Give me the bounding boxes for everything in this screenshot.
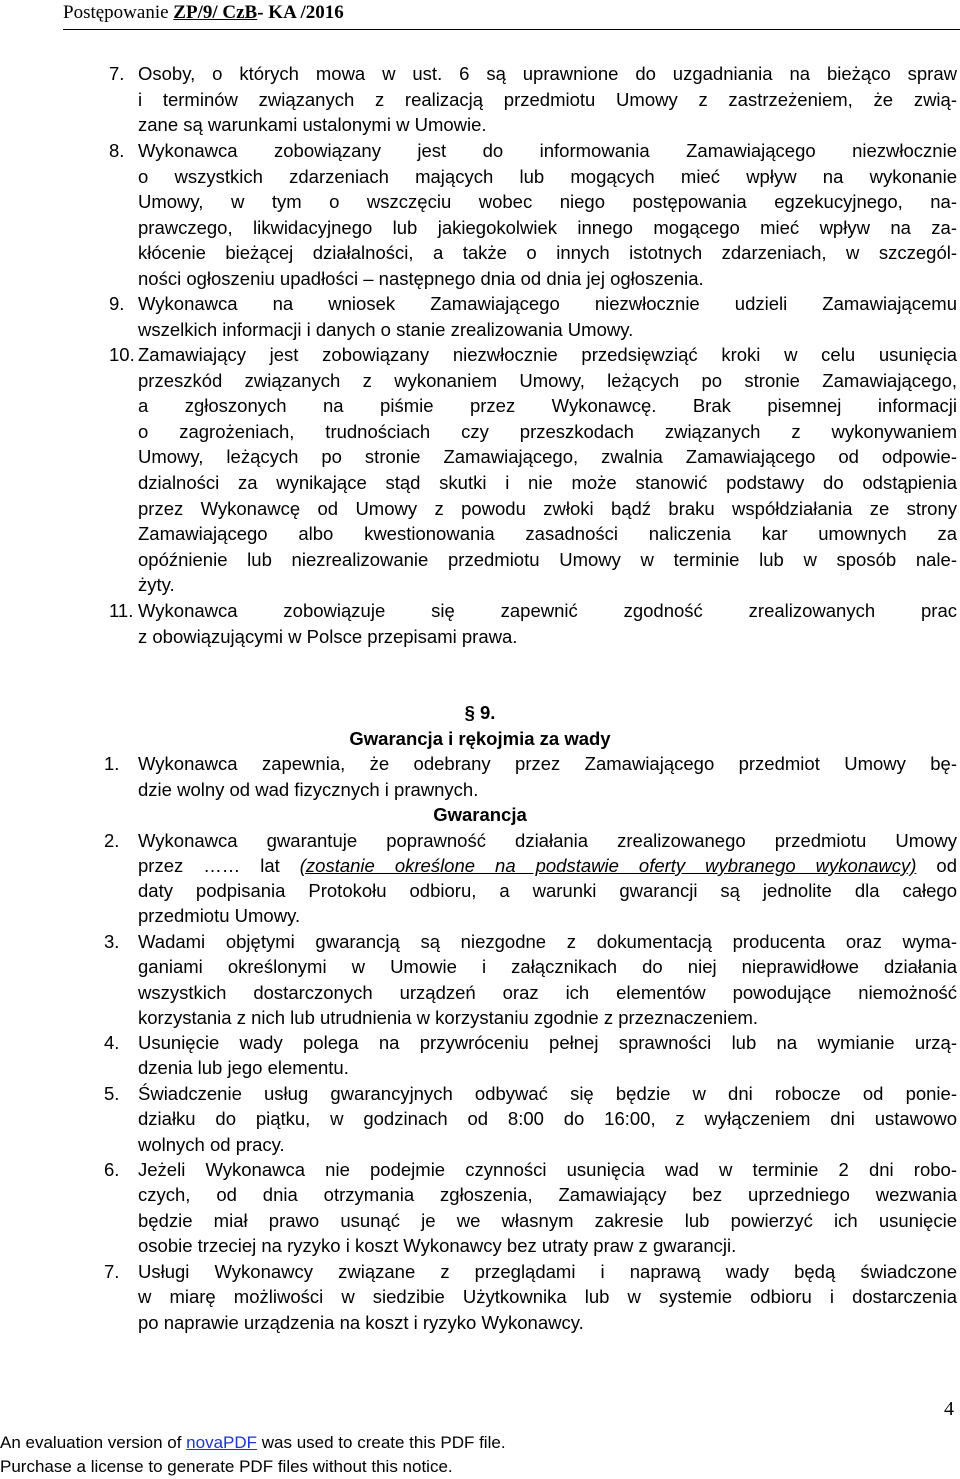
header-reference-rest: - KA /2016: [257, 2, 344, 23]
section-heading: [0, 702, 960, 724]
document-header: [63, 2, 344, 24]
list-number: 11.: [109, 600, 134, 621]
list-line: o zagrożeniach, trudnościach czy przeszkodach związanych z wykonywaniem: [138, 420, 957, 442]
footer-line-2: Purchase a license to generate PDF files without this notice.: [0, 1457, 453, 1476]
list-line: Wykonawca na wniosek Zamawiającego niezwłocznie udzieli Zamawiającemu: [138, 293, 957, 314]
list-line: po naprawie urządzenia na koszt i ryzyko Wykonawcy.: [138, 1311, 584, 1333]
list-line: i terminów związanych z realizacją przedmiotu Umowy z zastrzeżeniem, że zwią-: [138, 88, 957, 110]
list-line: Osoby, o których mowa w ust. 6 są uprawnione do uzgadniania na bieżąco spraw: [138, 63, 957, 84]
list-line: Wadami objętymi gwarancją są niezgodne z dokumentacją producenta oraz wyma-: [138, 931, 957, 952]
list-line: ności ogłoszeniu upadłości – następnego dnia od dnia jej ogłoszenia.: [138, 268, 704, 289]
warranty-subtitle: Gwarancja: [433, 804, 527, 825]
list-line: kłócenie bieżącej działalności, a także o innych istotnych zdarzeniach, w szczegól-: [138, 242, 957, 264]
list-number: 6.: [104, 1159, 120, 1180]
header-prefix: Postępowanie: [63, 2, 174, 23]
header-rule: [63, 29, 960, 30]
warranty-period-text: przez …… lat: [138, 855, 300, 876]
list-number: 10.: [109, 344, 135, 365]
section-symbol: §: [464, 702, 475, 723]
list-line: dzie wolny od wad fizycznych i prawnych.: [138, 778, 479, 800]
list-number: 8.: [109, 140, 125, 161]
footer-line-1: [0, 1431, 506, 1455]
list-number: 1.: [104, 753, 120, 774]
list-line: wszelkich informacji i danych o stanie zrealizowania Umowy.: [138, 318, 634, 340]
list-line: będzie miał prawo usunąć je we własnym zakresie lub powierzyć ich usunięcie: [138, 1209, 957, 1231]
list-line: Umowy, leżących po stronie Zamawiającego, zwalnia Zamawiającego od odpowie-: [138, 446, 957, 468]
list-line: zane są warunkami ustalonymi w Umowie.: [138, 114, 487, 136]
evaluation-footer: [0, 1431, 506, 1479]
list-line: w miarę możliwości w siedzibie Użytkownika lub w systemie odbioru i dostarczenia: [138, 1286, 957, 1308]
section-number: 9.: [474, 702, 496, 723]
list-line: Wykonawca zobowiązany jest do informowania Zamawiającego niezwłocznie: [138, 140, 957, 161]
list-line: czych, od dnia otrzymania zgłoszenia, Zamawiający bez uprzedniego wezwania: [138, 1184, 957, 1206]
list-number: 5.: [104, 1083, 120, 1104]
list-line: Usługi Wykonawcy związane z przeglądami i naprawą wady będą świadczone: [138, 1261, 957, 1282]
list-line: żyty.: [138, 574, 175, 596]
page-number: 4: [944, 1398, 954, 1420]
list-line: korzystania z nich lub utrudnienia w korzystaniu zgodnie z przeznaczeniem.: [138, 1006, 759, 1028]
section-title: Gwarancja i rękojmia za wady: [349, 728, 611, 749]
list-line: przez Wykonawcę od Umowy z powodu zwłoki bądź braku współdziałania ze strony: [138, 497, 957, 519]
list-line: Wykonawca zobowiązuje się zapewnić zgodność zrealizowanych prac: [138, 600, 957, 621]
list-line: Wykonawca gwarantuje poprawność działania zrealizowanego przedmiotu Umowy: [138, 830, 957, 851]
list-number: 3.: [104, 931, 120, 952]
list-number: 4.: [104, 1032, 120, 1053]
list-line: dzenia lub jego elementu.: [138, 1057, 349, 1079]
list-line: Świadczenie usług gwarancyjnych odbywać się będzie w dni robocze od ponie-: [138, 1083, 957, 1104]
list-line: Umowy, w tym o wszczęciu wobec niego postępowania egzekucyjnego, na-: [138, 191, 957, 213]
list-line: Jeżeli Wykonawca nie podejmie czynności usunięcia wad w terminie 2 dni robo-: [138, 1159, 957, 1180]
list-line: prawczego, likwidacyjnego lub jakiegokolwiek innego mogącego mieć wpływ na za-: [138, 216, 957, 238]
warranty-period-note: (zostanie określone na podstawie oferty wybranego wykonawcy): [299, 855, 917, 876]
header-reference-underlined: ZP/9/ CzB: [173, 2, 258, 23]
list-number: 7.: [109, 63, 125, 84]
list-line: Zamawiający jest zobowiązany niezwłocznie przedsięwziąć kroki w celu usunięcia: [138, 344, 957, 365]
list-line: o wszystkich zdarzeniach mających lub mogących mieć wpływ na wykonanie: [138, 165, 957, 187]
list-line: przeszkód związanych z wykonaniem Umowy, leżących po stronie Zamawiającego,: [138, 369, 957, 391]
list-number: 2.: [104, 830, 120, 851]
list-line: a zgłoszonych na piśmie przez Wykonawcę. Brak pisemnej informacji: [138, 395, 957, 417]
list-line: Zamawiającego albo kwestionowania zasadności naliczenia kar umownych za: [138, 523, 957, 545]
list-line: z obowiązującymi w Polsce przepisami prawa.: [138, 625, 518, 647]
list-line: dzialności za wynikające stąd skutki i nie może stanowić podstawy do odstąpienia: [138, 472, 957, 493]
list-line: Usunięcie wady polega na przywróceniu pełnej sprawności lub na wymianie urzą-: [138, 1032, 957, 1053]
list-line: daty podpisania Protokołu odbioru, a warunki gwarancji są jednolite dla całego: [138, 880, 957, 901]
list-line: przedmiotu Umowy.: [138, 905, 301, 926]
warranty-period-text-end: od: [916, 855, 957, 876]
list-number: 9.: [109, 293, 125, 314]
footer-text-end: was used to create this PDF file.: [257, 1433, 506, 1452]
list-line: opóźnienie lub niezrealizowanie przedmiotu Umowy w terminie lub w sposób nale-: [138, 548, 957, 570]
list-line: Wykonawca zapewnia, że odebrany przez Zamawiającego przedmiot Umowy bę-: [138, 753, 957, 774]
list-line: osobie trzeciej na ryzyko i koszt Wykonawcy bez utraty praw z gwarancji.: [138, 1234, 737, 1256]
novapdf-link[interactable]: novaPDF: [186, 1433, 258, 1452]
list-line: [138, 856, 957, 876]
list-line: wolnych od pracy.: [138, 1133, 285, 1155]
list-line: ganiami określonymi w Umowie i załącznikach do niej nieprawidłowe działania: [138, 956, 957, 978]
list-line: wszystkich dostarczonych urządzeń oraz ich elementów powodujące niemożność: [138, 981, 957, 1003]
list-number: 7.: [104, 1261, 120, 1282]
list-line: działku do piątku, w godzinach od 8:00 do 16:00, z wyłączeniem dni ustawowo: [138, 1108, 957, 1130]
footer-text: An evaluation version of: [0, 1433, 187, 1452]
